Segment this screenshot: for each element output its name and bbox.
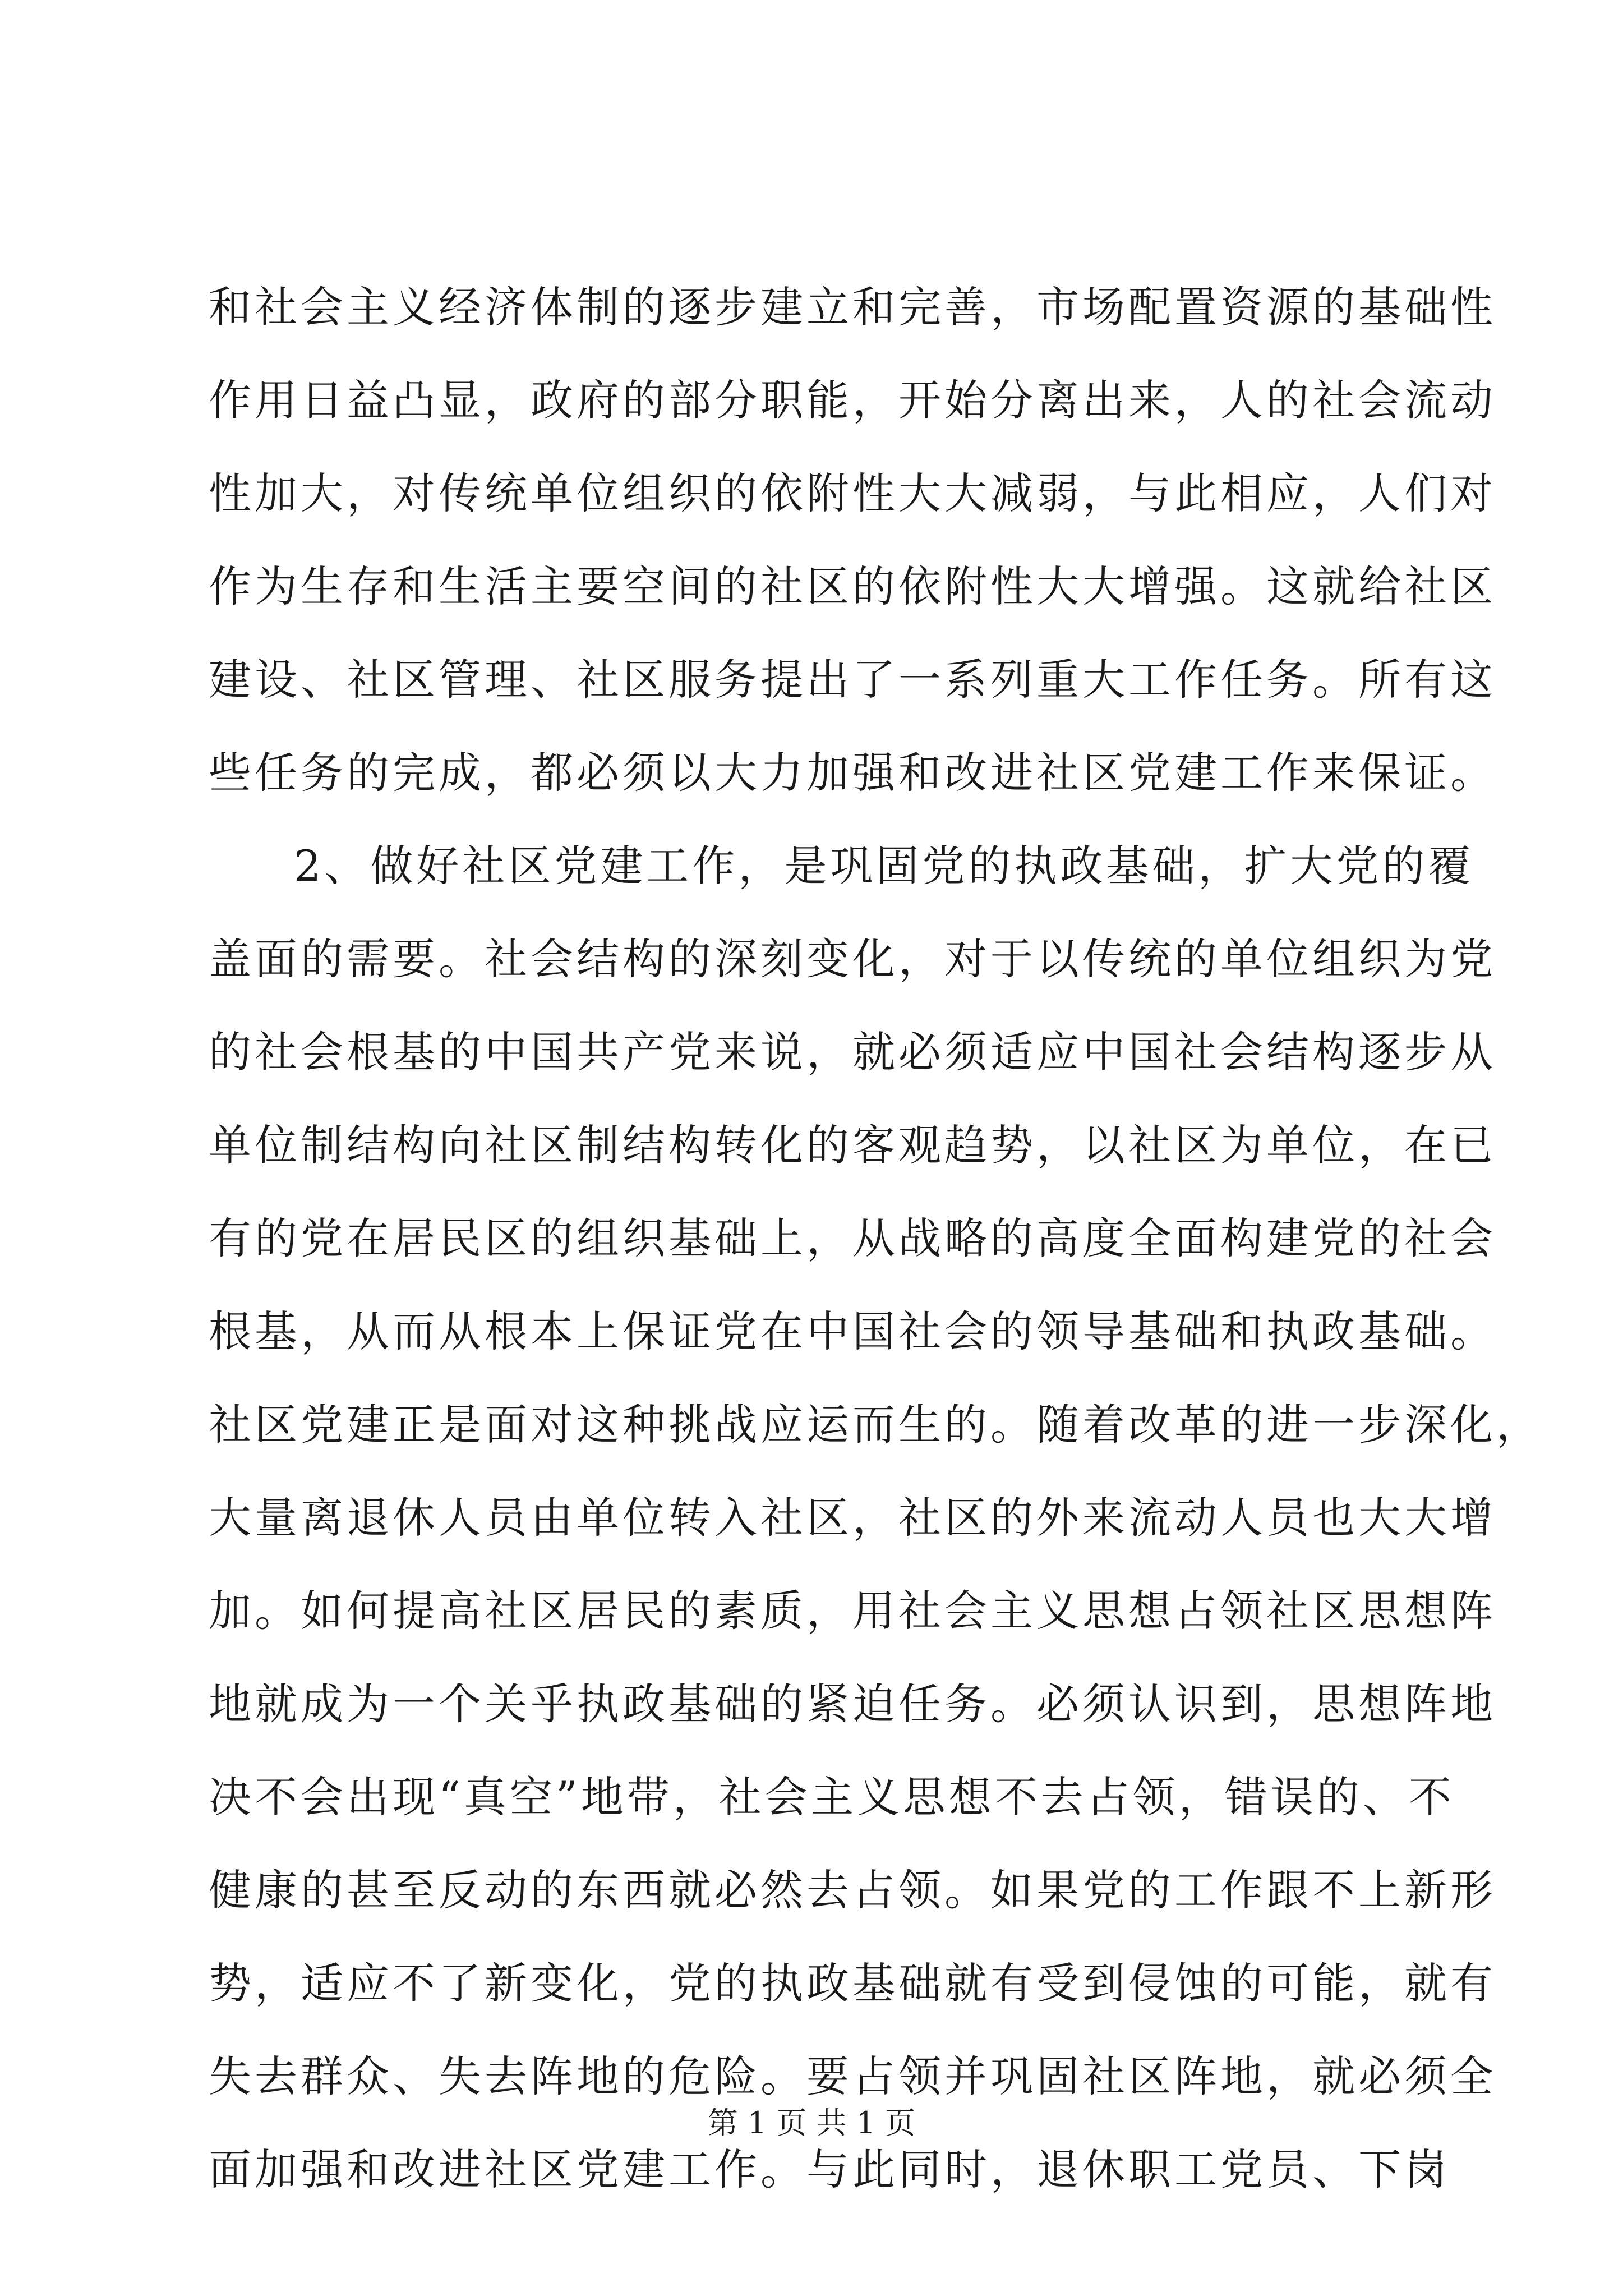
- text-line: 决不会出现“真空”地带，社会主义思想不去占领，错误的、不: [209, 1772, 1455, 1822]
- text-line: 性加大，对传统单位组织的依附性大大减弱，与此相应，人们对: [209, 468, 1496, 518]
- text-line: 建设、社区管理、社区服务提出了一系列重大工作任务。所有这: [209, 655, 1496, 705]
- text-line: 作用日益凸显，政府的部分职能，开始分离出来，人的社会流动: [209, 375, 1496, 425]
- text-line: 地就成为一个关乎执政基础的紧迫任务。必须认识到，思想阵地: [209, 1679, 1496, 1729]
- text-line: 健康的甚至反动的东西就必然去占领。如果党的工作跟不上新形: [209, 1865, 1496, 1915]
- text-line: 些任务的完成，都必须以大力加强和改进社区党建工作来保证。: [209, 748, 1496, 798]
- text-line: 盖面的需要。社会结构的深刻变化，对于以传统的单位组织为党: [209, 934, 1496, 984]
- document-body: [209, 261, 1542, 2216]
- text-line: 社区党建正是面对这种挑战应运而生的。随着改革的进一步深化，: [209, 1400, 1542, 1450]
- text-line: 失去群众、失去阵地的危险。要占领并巩固社区阵地，就必须全: [209, 2051, 1496, 2101]
- text-line: 势，适应不了新变化，党的执政基础就有受到侵蚀的可能，就有: [209, 1958, 1496, 2008]
- page-number-footer: 第 1 页 共 1 页: [707, 2105, 916, 2141]
- text-line: 大量离退休人员由单位转入社区，社区的外来流动人员也大大增: [209, 1493, 1496, 1543]
- text-line: 和社会主义经济体制的逐步建立和完善，市场配置资源的基础性: [209, 282, 1496, 332]
- text-line: 作为生存和生活主要空间的社区的依附性大大增强。这就给社区: [209, 562, 1496, 611]
- text-line: 面加强和改进社区党建工作。与此同时，退休职工党员、下岗: [209, 2145, 1450, 2194]
- text-line: 的社会根基的中国共产党来说，就必须适应中国社会结构逐步从: [209, 1027, 1496, 1077]
- text-line: 有的党在居民区的组织基础上，从战略的高度全面构建党的社会: [209, 1213, 1496, 1263]
- paragraph-start-line: 2、做好社区党建工作，是巩固党的执政基础，扩大党的覆: [294, 841, 1474, 891]
- text-line: 单位制结构向社区制结构转化的客观趋势，以社区为单位，在已: [209, 1120, 1496, 1170]
- text-line: 加。如何提高社区居民的素质，用社会主义思想占领社区思想阵: [209, 1586, 1496, 1636]
- text-line: 根基，从而从根本上保证党在中国社会的领导基础和执政基础。: [209, 1306, 1496, 1356]
